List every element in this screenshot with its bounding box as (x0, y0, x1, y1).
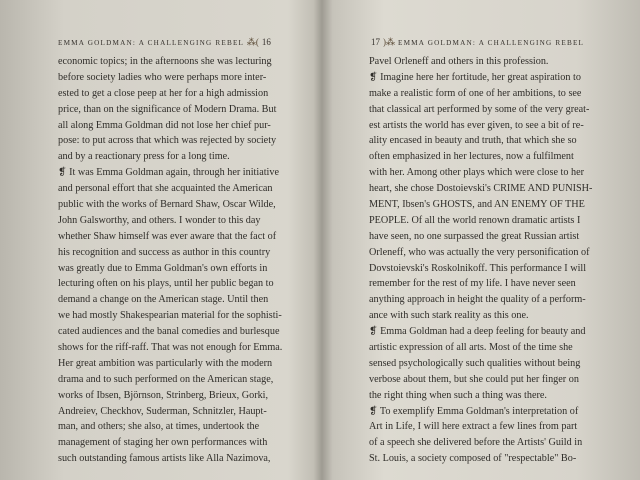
text-line: ality encased in beauty and truth, that which she so (369, 135, 577, 147)
text-line: Art in Life, I will here extract a few lines from part (369, 421, 578, 433)
text-line: remember for the rest of my life. I have never seen (369, 278, 576, 290)
text-line: before society ladies who were perhaps more inter- (58, 71, 267, 83)
right-page-number: 17 (371, 37, 380, 47)
text-line: Her great ambition was particularly with the modern (58, 357, 273, 369)
text-line: public with the works of Bernard Shaw, Oscar Wilde, (58, 199, 276, 211)
text-line: and personal effort that she acquainted the American (58, 183, 273, 195)
text-line: and by a reactionary press for a long time. (58, 151, 230, 163)
text-line: price, than on the significance of Modern Drama. But (58, 103, 277, 115)
text-line: such outstanding famous artists like Alla Nazimova, (58, 453, 271, 465)
right-running-head (371, 37, 584, 48)
text-line: MENT, Ibsen's GHOSTS, and AN ENEMY OF THE (369, 199, 585, 211)
text-line: est artists the world has ever given, to see a bit of re- (369, 119, 584, 131)
text-line: of a speech she delivered before the Artists' Guild in (369, 437, 583, 449)
text-line: artistic expression of all arts. Most of the time she (369, 342, 573, 354)
text-line: with her. Among other plays which were close to her (369, 167, 585, 179)
text-line: demand a change on the American stage. Until then (58, 294, 269, 306)
text-line: ested to get a close peep at her for a high admission (58, 87, 269, 99)
left-body-text (58, 54, 298, 467)
text-line: ❡ Emma Goldman had a deep feeling for beauty and (369, 326, 586, 338)
text-line: lecturing often on his plays, until her public began to (58, 278, 274, 290)
text-line: pose: to put across that which was rejected by society (58, 135, 277, 147)
left-running-head-title: EMMA GOLDMAN: A CHALLENGING REBEL (58, 39, 244, 47)
text-line: have seen, no one surpassed the great Russian artist (369, 230, 580, 242)
text-line: whether Shaw himself was ever aware that the fact of (58, 230, 277, 242)
text-line: John Galsworthy, and others. I wonder to this day (58, 214, 261, 226)
left-ornament: ⁂( (246, 37, 259, 47)
text-line: drama and to such performed on the American stage, (58, 373, 274, 385)
text-line: his recognition and success as author in this country (58, 246, 271, 258)
right-page (322, 0, 640, 480)
text-line: all along Emma Goldman did not lose her chief pur- (58, 119, 271, 131)
left-page-number: 16 (261, 37, 271, 47)
text-line: ❡ It was Emma Goldman again, through her initiative (58, 167, 280, 179)
text-line: man, and others; she also, at times, undertook the (58, 421, 260, 433)
text-line: we had mostly Shakespearian material for the sophisti- (58, 310, 282, 322)
text-line: was greatly due to Emma Goldman's own efforts in (58, 262, 268, 274)
text-line: ❡ To exemplify Emma Goldman's interpretation of (369, 405, 579, 417)
text-line: St. Louis, a society composed of "respectable" Bo- (369, 453, 577, 465)
text-line: works of Ibsen, Björnson, Strinberg, Brieux, Gorki, (58, 389, 269, 401)
right-running-head-title: EMMA GOLDMAN: A CHALLENGING REBEL (398, 39, 585, 47)
text-line: ance with such stark reality as this one. (369, 310, 529, 322)
text-line: economic topics; in the afternoons she was lecturing (58, 56, 272, 67)
text-line: make a realistic form of one of her ambitions, to see (369, 87, 582, 99)
left-running-head (58, 37, 271, 48)
text-line: the right thing when such a thing was there. (369, 389, 547, 401)
text-line: Pavel Orleneff and others in this profession. (369, 56, 549, 67)
text-line: Orleneff, who was actually the very personification of (369, 246, 590, 258)
text-line: ❡ Imagine here her fortitude, her great aspiration to (369, 71, 581, 83)
text-line: often emphasized in her lectures, now a fulfilment (369, 151, 574, 163)
text-line: sensed psychologically such qualities without being (369, 357, 581, 369)
right-ornament: )⁂ (383, 37, 395, 47)
text-line: anything approach in height the quality of a perform- (369, 294, 586, 306)
right-body-text (369, 54, 619, 467)
text-line: verbose about them, but she could put her finger on (369, 373, 579, 385)
text-line: Andreiev, Checkhov, Suderman, Schnitzler, Haupt- (58, 405, 267, 417)
text-line: Dovstoievski's Roskolnikoff. This performance I will (369, 262, 587, 274)
text-line: shows for the riff-raff. That was not enough for Emma. (58, 342, 283, 354)
text-line: management of staging her own performances with (58, 437, 268, 449)
text-line: PEOPLE. Of all the world renown dramatic artists I (369, 214, 581, 226)
text-line: that classical art performed by some of the very great- (369, 103, 590, 115)
text-line: heart, she chose Dostoievski's CRIME AND PUNISH- (369, 183, 593, 195)
text-line: cated audiences and the banal comedies and burlesque (58, 326, 280, 338)
